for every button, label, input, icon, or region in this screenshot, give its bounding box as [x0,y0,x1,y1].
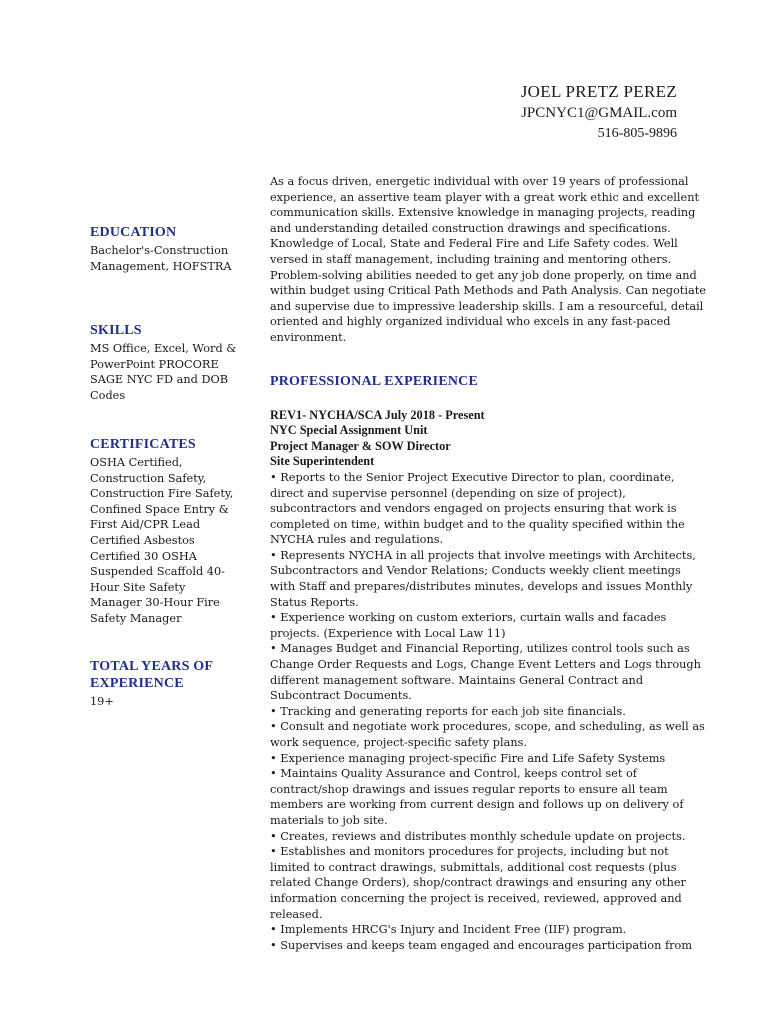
contact-header [521,80,677,144]
job-bullet: • Represents NYCHA in all projects that involve meetings with Architects, Subcontractors and Vendor Relations; Conducts weekly client meetings with Staff and prepares/distributes minutes, develops and issues Monthly Status Reports. [270,548,706,610]
job-bullet: • Maintains Quality Assurance and Control, keeps control set of contract/shop drawings and issues regular reports to ensure all team members are working from current design and follows up on delivery of materials to job site. [270,766,706,828]
job-bullet-list [270,470,706,953]
job-position: Site Superintendent [270,454,375,469]
professional-experience-heading: PROFESSIONAL EXPERIENCE [270,373,479,389]
job-unit: NYC Special Assignment Unit [270,423,428,438]
job-bullet: • Experience managing project-specific Fire and Life Safety Systems [270,751,706,767]
total-years-heading: TOTAL YEARS OF EXPERIENCE [90,659,213,691]
job-role: Project Manager & SOW Director [270,438,451,453]
skills-heading: SKILLS [90,323,142,338]
job-entry [270,408,706,954]
total-years-value: 19+ [90,695,114,708]
skills-section [90,322,238,403]
education-heading: EDUCATION [90,225,177,240]
certificates-text: OSHA Certified, Construction Safety, Construction Fire Safety, Confined Space Entry & First Aid/CPR Lead Certified Asbestos Certified 30 OSHA Suspended Scaffold 40-Hour Site Safety Manager 30-Hour Fire Safety Manager [90,456,234,625]
job-bullet: • Supervises and keeps team engaged and encourages participation from [270,938,706,954]
job-bullet: • Implements HRCG's Injury and Incident Free (IIF) program. [270,922,706,938]
job-bullet: • Manages Budget and Financial Reporting, utilizes control tools such as Change Order Requests and Logs, Change Event Letters and Logs through different management software. Maintains General Contract and Subcontract Documents. [270,641,706,703]
job-bullet: • Consult and negotiate work procedures, scope, and scheduling, as well as work sequence, project-specific safety plans. [270,719,706,750]
skills-text: MS Office, Excel, Word & PowerPoint PROCORE SAGE NYC FD and DOB Codes [90,342,237,402]
job-bullet: • Tracking and generating reports for each job site financials. [270,704,706,720]
job-company: REV1- NYCHA/SCA July 2018 - Present [270,407,485,422]
total-years-section [90,658,238,710]
professional-summary: As a focus driven, energetic individual with over 19 years of professional experience, an assertive team player with a great work ethic and excellent communication skills. Extensive knowledge in managing projects, reading and understanding detailed construction drawings and specifications. Knowledge of Local, State and Federal Fire and Life Safety codes. Well versed in staff management, including training and mentoring others. Problem-solving abilities needed to get any job done properly, on time and within budget using Critical Path Methods and Path Analysis. Can negotiate and supervise due to impressive leadership skills. I am a resourceful, detail oriented and highly organized individual who excels in any fast-paced environment. [270,175,706,344]
main-column [270,174,706,953]
job-bullet: • Experience working on custom exteriors, curtain walls and facades projects. (Experience with Local Law 11) [270,610,706,641]
email-address: JPCNYC1@GMAIL.com [521,105,677,121]
certificates-section [90,436,238,627]
phone-number: 516-805-9896 [597,126,677,141]
education-text: Bachelor's-Construction Management, HOFSTRA [90,244,232,273]
applicant-name: JOEL PRETZ PEREZ [520,82,677,101]
job-bullet: • Creates, reviews and distributes monthly schedule update on projects. [270,829,706,845]
education-section [90,224,238,274]
job-bullet: • Establishes and monitors procedures for projects, including but not limited to contract drawings, submittals, additional cost requests (plus related Change Orders), shop/contract drawings and ensuring any other information concerning the project is received, reviewed, approved and released. [270,844,706,922]
certificates-heading: CERTIFICATES [90,437,196,452]
job-bullet: • Reports to the Senior Project Executive Director to plan, coordinate, direct and supervise personnel (depending on size of project), subcontractors and vendors engaged on projects ensuring that work is completed on time, within budget and to the quality specified within the NYCHA rules and regulations. [270,470,706,548]
